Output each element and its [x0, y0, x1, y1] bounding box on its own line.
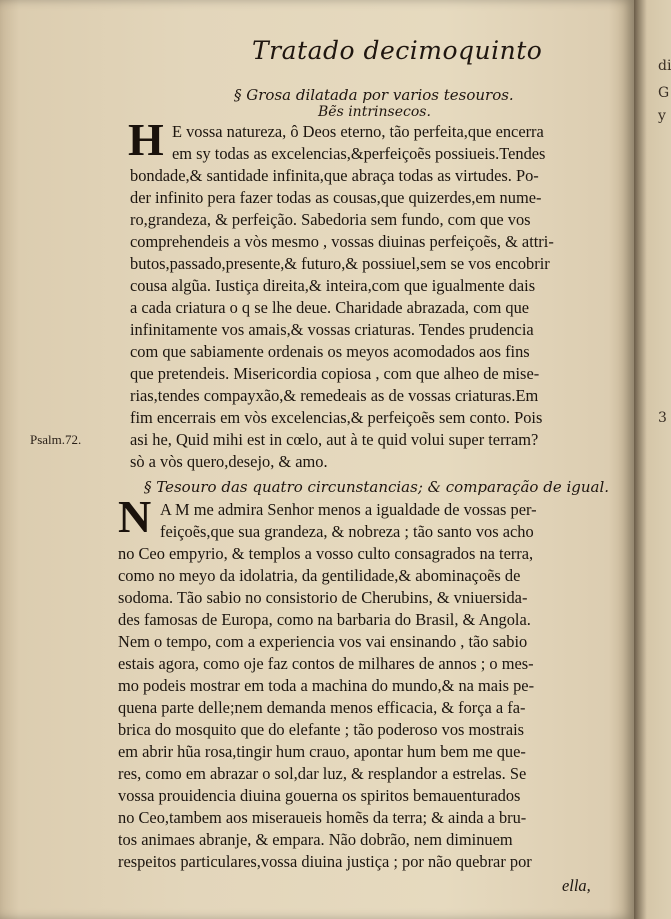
- text-line: Nem o tempo, com a experiencia vos vai ensinando , tão sabio: [118, 632, 528, 651]
- catchword: ella,: [562, 876, 591, 895]
- text-line: E vossa natureza, ô Deos eterno, tão perfeita,que encerra: [172, 122, 544, 141]
- section-subheading: Bẽs intrinsecos.: [318, 104, 431, 120]
- text-line: como no meyo da idolatria, da gentilidade,& abominaçoẽs de: [118, 566, 521, 585]
- facing-page-fragment: y: [658, 108, 666, 124]
- drop-cap: H: [128, 114, 164, 165]
- text-line: des famosas de Europa, como na barbaria do Brasil, & Angola.: [118, 610, 531, 629]
- text-line: vossa prouidencia diuina gouerna os spiritos bemauenturados: [118, 786, 521, 805]
- section-heading: § Tesouro das quatro circunstancias; & comparação de igual.: [144, 478, 610, 496]
- text-line: cousa algũa. Iustiça direita,& inteira,com que igualmente dais: [130, 276, 536, 295]
- facing-page-fragment: di: [658, 58, 671, 74]
- text-line: sodoma. Tão sabio no consistorio de Cherubins, & vniuersida-: [118, 588, 528, 607]
- marginal-note: Psalm.72.: [30, 432, 82, 447]
- text-line: quena parte delle;nem demanda menos efficacia, & força a fa-: [118, 698, 526, 717]
- text-line: mo podeis mostrar em toda a machina do mundo,& na mais pe-: [118, 676, 535, 695]
- text-line: der infinito pera fazer todas as cousas,que quizerdes,em nume-: [130, 188, 542, 207]
- text-line: no Ceo,tambem aos miseraueis homẽs da terra; & ainda a bru-: [118, 808, 527, 827]
- text-line: em sy todas as excelencias,&perfeiçoẽs possiueis.Tendes: [172, 144, 546, 163]
- text-line: butos,passado,presente,& futuro,& possiuel,sem se vos encobrir: [130, 254, 550, 273]
- text-line: a cada criatura o q se lhe deue. Charidade abrazada, com que: [130, 298, 530, 317]
- text-line: res, como em abrazar o sol,dar luz, & resplandor a estrelas. Se: [118, 764, 527, 783]
- text-line: comprehendeis a vòs mesmo , vossas diuinas perfeiçoẽs, & attri-: [130, 232, 554, 251]
- facing-page-edge: [634, 0, 671, 919]
- facing-page-fragment: 3: [658, 410, 667, 426]
- page-title: Tratado decimoquinto: [252, 36, 543, 65]
- text-line: que pretendeis. Misericordia copiosa , com que alheo de mise-: [130, 364, 540, 383]
- text-line: sò a vòs quero,desejo, & amo.: [130, 452, 328, 471]
- text-line: em abrir hũa rosa,tingir hum crauo, apontar hum bem me que-: [118, 742, 526, 761]
- text-line: no Ceo empyrio, & templos a vosso culto consagrados na terra,: [118, 544, 534, 563]
- text-line: fim encerrais em vòs excelencias,& perfeiçoẽs sem conto. Pois: [130, 408, 543, 427]
- text-line: A M me admira Senhor menos a igualdade de vossas per-: [160, 500, 537, 519]
- text-line: bondade,& santidade infinita,que abraça todas as virtudes. Po-: [130, 166, 539, 185]
- section-heading: § Grosa dilatada por varios tesouros.: [234, 86, 514, 104]
- text-line: brica do mosquito que do elefante ; tão poderoso vos mostrais: [118, 720, 525, 739]
- text-line: rias,tendes compayxão,& remedeais as de vossas criaturas.Em: [130, 386, 539, 405]
- text-line: asi he, Quid mihi est in cœlo, aut à te quid volui super terram?: [130, 430, 539, 449]
- text-line: com que sabiamente ordenais os meyos acomodados aos fins: [130, 342, 530, 361]
- text-line: estais agora, como oje faz contos de milhares de annos ; o mes-: [118, 654, 534, 673]
- text-line: infinitamente vos amais,& vossas criaturas. Tendes prudencia: [130, 320, 534, 339]
- facing-page-fragment: G: [658, 85, 670, 101]
- text-line: respeitos particulares,vossa diuina justiça ; por não quebrar por: [118, 852, 532, 871]
- drop-cap: N: [118, 491, 152, 542]
- text-line: tos animaes abranje, & empara. Não dobrão, nem diminuem: [118, 830, 513, 849]
- text-line: ro,grandeza, & perfeição. Sabedoria sem fundo, com que vos: [130, 210, 531, 229]
- text-line: feiçoẽs,que sua grandeza, & nobreza ; tão santo vos acho: [160, 522, 534, 541]
